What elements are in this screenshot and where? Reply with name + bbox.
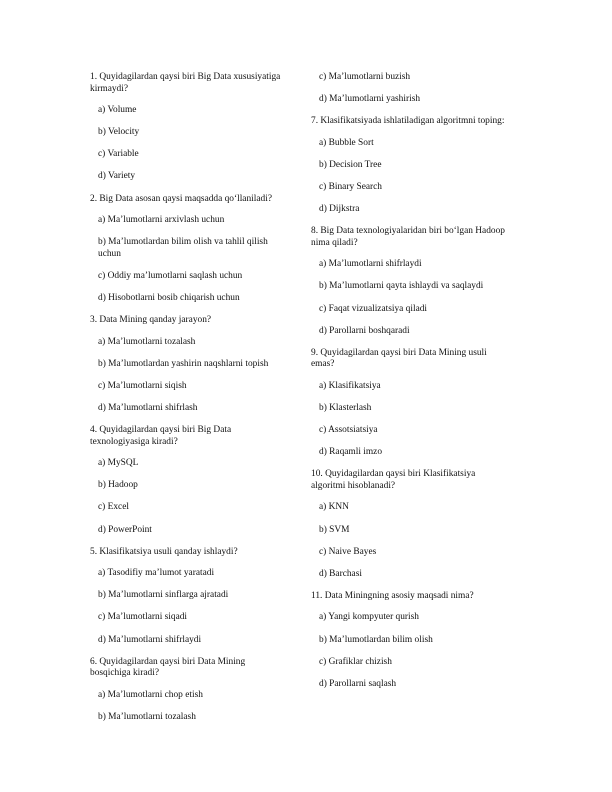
answer-option: d) Parollarni boshqaradi <box>319 325 410 336</box>
answer-option: b) Ma’lumotlarni tozalash <box>98 711 196 722</box>
answer-option: d) Raqamli imzo <box>319 447 383 458</box>
answer-option: a) Ma’lumotlarni chop etish <box>98 689 203 700</box>
answer-option: c) Ma’lumotlarni siqadi <box>98 612 188 623</box>
question-block <box>90 657 286 724</box>
question-block <box>90 315 286 414</box>
question-continuation <box>311 72 507 106</box>
answer-option: c) Faqat vizualizatsiya qiladi <box>319 303 428 314</box>
answer-option: a) Volume <box>98 105 137 116</box>
answer-option: d) Variety <box>98 171 136 182</box>
question-block <box>311 348 507 459</box>
answer-option: a) Ma’lumotlarni shifrlaydi <box>319 259 422 270</box>
answer-option: c) Grafiklar chizish <box>319 656 392 667</box>
answer-option: c) Binary Search <box>319 181 382 192</box>
question-block <box>90 425 286 536</box>
question-block <box>90 194 286 305</box>
answer-option: b) Ma’lumotlardan yashirin naqshlarni topish <box>98 358 269 369</box>
answer-option: d) PowerPoint <box>98 524 152 535</box>
question-text: 5. Klasifikatsiya usuli qanday ishlaydi? <box>90 546 238 557</box>
question-block <box>311 591 507 690</box>
answer-option: a) Yangi kompyuter qurish <box>319 612 419 623</box>
answer-option: c) Ma’lumotlarni siqish <box>98 380 187 391</box>
answer-option: a) Klasifikatsiya <box>319 380 381 391</box>
right-column <box>311 72 507 690</box>
answer-option: d) Barchasi <box>319 568 362 579</box>
question-text: 3. Data Mining qanday jarayon? <box>90 315 212 326</box>
answer-option: a) MySQL <box>98 458 139 469</box>
answer-option: a) Bubble Sort <box>319 137 374 148</box>
answer-option: c) Ma’lumotlarni buzish <box>319 72 411 82</box>
answer-option: b) Hadoop <box>98 480 138 491</box>
question-text: 4. Quyidagilardan qaysi biri Big Data texnologiyasiga kiradi? <box>90 425 232 447</box>
answer-option: d) Parollarni saqlash <box>319 678 397 689</box>
answer-option: a) KNN <box>319 502 349 513</box>
question-text: 10. Quyidagilardan qaysi biri Klasifikatsiya algoritmi hisoblanadi? <box>311 469 476 491</box>
answer-option: d) Hisobotlarni bosib chiqarish uchun <box>98 293 240 304</box>
question-text: 7. Klasifikatsiyada ishlatiladigan algoritmni toping: <box>311 116 505 127</box>
question-text: 2. Big Data asosan qaysi maqsadda qo‘llaniladi? <box>90 193 272 204</box>
answer-option: c) Naive Bayes <box>319 546 377 557</box>
answer-option: b) Ma’lumotlardan bilim olish <box>319 634 433 645</box>
answer-option: a) Tasodifiy ma’lumot yaratadi <box>98 568 215 579</box>
question-block <box>90 547 286 646</box>
answer-option: d) Ma’lumotlarni shifrlaydi <box>98 634 202 645</box>
question-text: 1. Quyidagilardan qaysi biri Big Data xususiyatiga kirmaydi? <box>90 72 281 94</box>
answer-option: b) Ma’lumotlarni sinflarga ajratadi <box>98 590 229 601</box>
answer-option: d) Ma’lumotlarni yashirish <box>319 94 421 105</box>
left-column <box>90 72 286 724</box>
answer-option: b) Decision Tree <box>319 159 382 170</box>
answer-option: c) Excel <box>98 502 129 513</box>
question-block <box>311 469 507 580</box>
answer-option: c) Variable <box>98 149 139 160</box>
question-text: 6. Quyidagilardan qaysi biri Data Mining bosqichiga kiradi? <box>90 656 246 679</box>
answer-option: b) Klasterlash <box>319 403 372 413</box>
question-text: 9. Quyidagilardan qaysi biri Data Mining usuli emas? <box>311 347 487 370</box>
answer-option: c) Assotsiatsiya <box>319 425 378 436</box>
answer-option: b) Ma’lumotlarni qayta ishlaydi va saqlaydi <box>319 281 484 292</box>
answer-option: d) Ma’lumotlarni shifrlash <box>98 403 198 413</box>
answer-option: b) Ma’lumotlardan bilim olish va tahlil qilish uchun <box>98 237 268 259</box>
question-block <box>311 226 507 337</box>
answer-option: a) Ma’lumotlarni tozalash <box>98 336 196 347</box>
question-text: 11. Data Miningning asosiy maqsadi nima? <box>311 590 474 601</box>
question-text: 8. Big Data texnologiyalaridan biri bo‘lgan Hadoop nima qiladi? <box>311 226 505 248</box>
answer-option: a) Ma’lumotlarni arxivlash uchun <box>98 215 225 226</box>
answer-option: b) Velocity <box>98 127 140 138</box>
answer-option: d) Dijkstra <box>319 204 360 215</box>
question-block <box>90 72 286 183</box>
answer-option: b) SVM <box>319 524 350 535</box>
question-block <box>311 116 507 215</box>
answer-option: c) Oddiy ma’lumotlarni saqlash uchun <box>98 270 243 281</box>
